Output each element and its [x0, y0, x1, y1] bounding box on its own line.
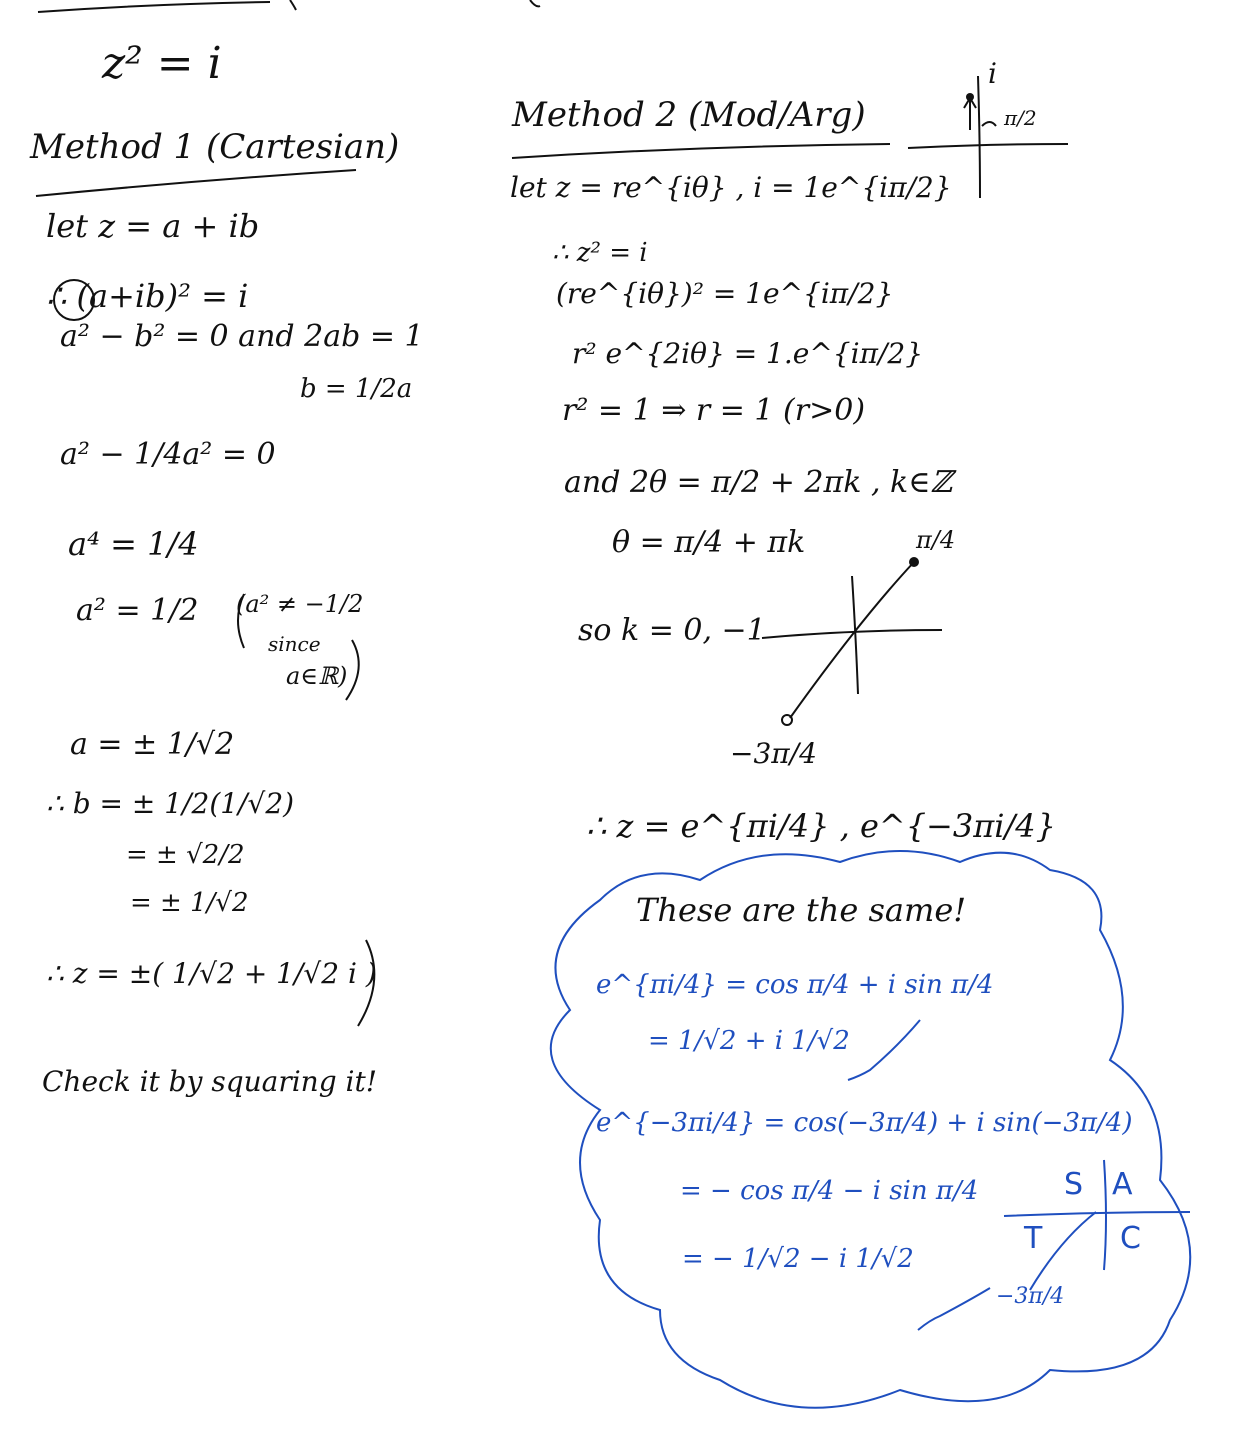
bracket-right: [346, 640, 359, 700]
method2-line-7: θ = π/4 + πk: [612, 525, 806, 560]
method1-line-6: a⁴ = 1/4: [68, 525, 199, 563]
method2-line-5: r² = 1 ⇒ r = 1 (r>0): [562, 393, 866, 428]
method1-note-2: since: [268, 632, 321, 656]
cloud-line-2: = 1/√2 + i 1/√2: [648, 1026, 850, 1056]
method2-line-9: ∴ z = e^{πi/4} , e^{−3πi/4}: [586, 807, 1056, 845]
cloud-line-1: e^{πi/4} = cos π/4 + i sin π/4: [596, 970, 994, 1000]
check-mark-2: [918, 1288, 990, 1330]
method2-i-label: i: [988, 57, 997, 90]
method1-note-1: (a² ≠ −1/2: [236, 590, 364, 618]
method1-line-11: = ± 1/√2: [130, 888, 249, 918]
argand-roots-diagram: [762, 557, 942, 725]
method1-line-4: b = 1/2a: [300, 374, 413, 404]
check-mark-1: [848, 1020, 920, 1080]
method1-line-12: ∴ z = ±( 1/√2 + 1/√2 i ): [46, 957, 377, 990]
method1-note-3: a∈ℝ): [286, 662, 348, 690]
method2-minus-3pi-over-4-label: −3π/4: [730, 737, 817, 770]
method1-line-9: ∴ b = ± 1/2(1/√2): [46, 787, 295, 820]
method2-line-3: (re^{iθ})² = 1e^{iπ/2}: [556, 277, 894, 310]
cloud-line-4: = − cos π/4 − i sin π/4: [680, 1176, 979, 1206]
astc-angle-label: −3π/4: [996, 1284, 1065, 1309]
method2-line-6: and 2θ = π/2 + 2πk , k∈ℤ: [564, 465, 953, 500]
method2-pi-over-2-label: π/2: [1004, 106, 1037, 130]
top-mark-2: [530, 0, 540, 6]
method1-line-10: = ± √2/2: [126, 840, 245, 870]
method2-line-8: so k = 0, −1: [578, 613, 766, 648]
top-rule: [38, 2, 270, 12]
header-equation: z² = i: [102, 38, 222, 89]
astc-s-label: S: [1064, 1167, 1084, 1202]
astc-t-label: T: [1024, 1221, 1043, 1256]
method1-title: Method 1 (Cartesian): [30, 127, 400, 167]
method2-line-2: ∴ z² = i: [552, 238, 648, 268]
method2-title: Method 2 (Mod/Arg): [512, 95, 866, 135]
method2-underline: [512, 144, 890, 158]
top-mark: [290, 0, 296, 10]
cloud-line-3: e^{−3πi/4} = cos(−3π/4) + i sin(−3π/4): [596, 1108, 1133, 1138]
method2-line-4: r² e^{2iθ} = 1.e^{iπ/2}: [572, 337, 924, 370]
method2-line-1: let z = re^{iθ} , i = 1e^{iπ/2}: [510, 171, 952, 204]
method1-line-8: a = ± 1/√2: [70, 727, 235, 762]
cloud-line-5: = − 1/√2 − i 1/√2: [682, 1244, 914, 1274]
astc-c-label: C: [1120, 1221, 1141, 1256]
method1-underline: [36, 170, 356, 196]
method1-line-13: Check it by squaring it!: [42, 1065, 378, 1098]
method1-line-1: let z = a + ib: [46, 207, 260, 245]
method1-line-2: ∴ (a+ib)² = i: [46, 277, 249, 315]
method1-line-3: a² − b² = 0 and 2ab = 1: [60, 319, 424, 354]
cloud-heading: These are the same!: [636, 891, 967, 929]
method1-line-7: a² = 1/2: [76, 593, 199, 628]
method1-line-5: a² − 1/4a² = 0: [60, 437, 276, 472]
method2-pi-over-4-label: π/4: [916, 526, 956, 554]
astc-a-label: A: [1112, 1167, 1133, 1202]
